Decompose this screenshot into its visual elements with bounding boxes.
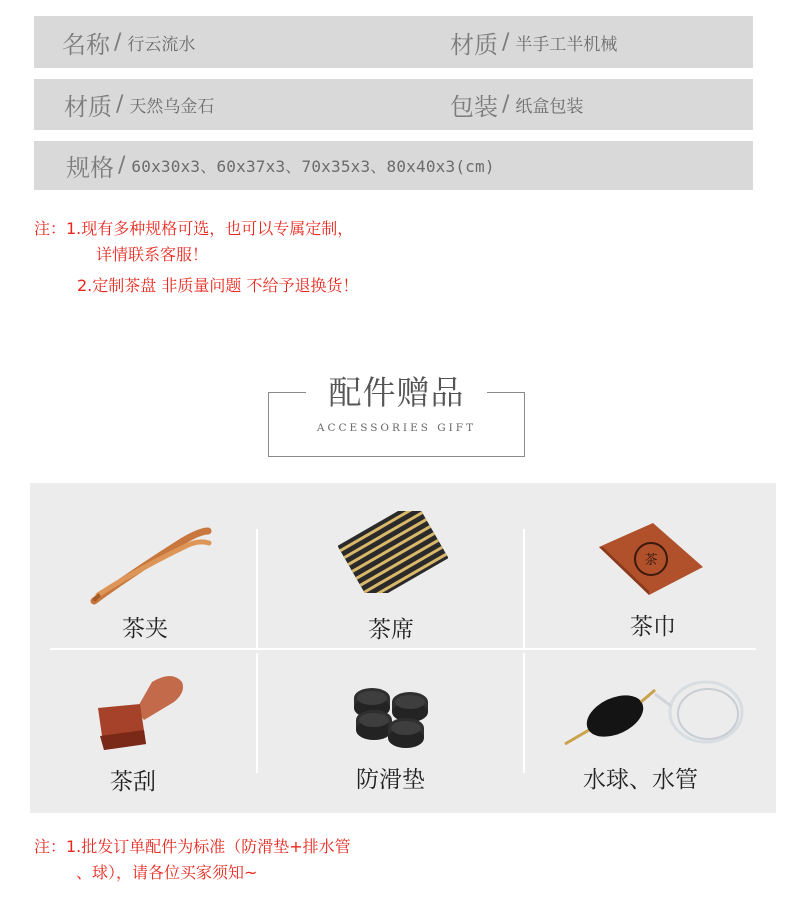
accessory-item-tea-scraper (30, 650, 256, 813)
accessory-item-water-bulb-hose (525, 650, 776, 813)
spec-material (450, 16, 617, 68)
tea-tongs-icon (88, 521, 213, 606)
svg-text:茶: 茶 (644, 553, 658, 568)
spec-value: 行云流水 (127, 34, 196, 55)
accessory-label: 茶席 (368, 617, 414, 643)
spec-value: 纸盒包装 (515, 97, 584, 117)
spec-key: 包装 (450, 93, 498, 121)
accessory-label: 防滑垫 (356, 767, 425, 793)
anti-slip-pads-icon (350, 680, 440, 752)
spec-row-2 (34, 79, 753, 130)
tea-towel-icon (595, 521, 707, 597)
accessory-item-tea-towel (525, 483, 776, 648)
accessory-label: 茶刮 (110, 769, 156, 795)
spec-row-1 (34, 16, 753, 68)
spec-value: 60x30x3、60x37x3、70x35x3、80x40x3(cm) (131, 157, 495, 176)
spec-separator: / (116, 92, 124, 117)
water-bulb-and-hose-icon (559, 666, 749, 758)
spec-separator: / (114, 29, 122, 55)
bamboo-mat-icon (338, 511, 448, 593)
note-line-2: 详情联系客服！ (96, 245, 209, 264)
accessory-item-anti-slip-pads (258, 650, 523, 813)
spec-key: 规格 (66, 154, 114, 182)
accessory-label: 茶巾 (630, 614, 676, 640)
accessory-label: 水球、水管 (583, 767, 698, 793)
spec-stone-material (64, 79, 214, 130)
note-bottom-line-1: 注：1.批发订单配件为标准（防滑垫+排水管 (34, 837, 351, 856)
note-line-3: 2.定制茶盘 非质量问题 不给予退换货！ (77, 276, 359, 295)
spec-separator: / (502, 92, 510, 117)
spec-row-3 (34, 141, 753, 190)
spec-packaging (450, 79, 583, 130)
section-title-en: ACCESSORIES GIFT (316, 422, 477, 434)
spec-value: 天然乌金石 (129, 97, 215, 117)
spec-name (62, 16, 195, 68)
note-line-1: 注：1.现有多种规格可选，也可以专属定制， (34, 219, 354, 238)
spec-separator: / (118, 153, 126, 178)
spec-key: 材质 (450, 30, 498, 59)
spec-key: 名称 (62, 30, 110, 59)
spec-value: 半手工半机械 (515, 34, 618, 55)
accessories-grid (30, 483, 776, 813)
note-bottom-line-2: 、球），请各位买家须知~ (76, 863, 258, 882)
accessory-label: 茶夹 (122, 616, 168, 642)
section-title-cn: 配件赠品 (328, 373, 465, 412)
accessory-item-tea-mat (258, 483, 523, 648)
spec-sizes (66, 141, 495, 190)
tea-scraper-icon (92, 672, 192, 754)
accessory-item-tea-tongs (30, 483, 256, 648)
spec-key: 材质 (64, 93, 112, 121)
section-title-accessories (268, 367, 525, 457)
spec-separator: / (502, 29, 510, 55)
